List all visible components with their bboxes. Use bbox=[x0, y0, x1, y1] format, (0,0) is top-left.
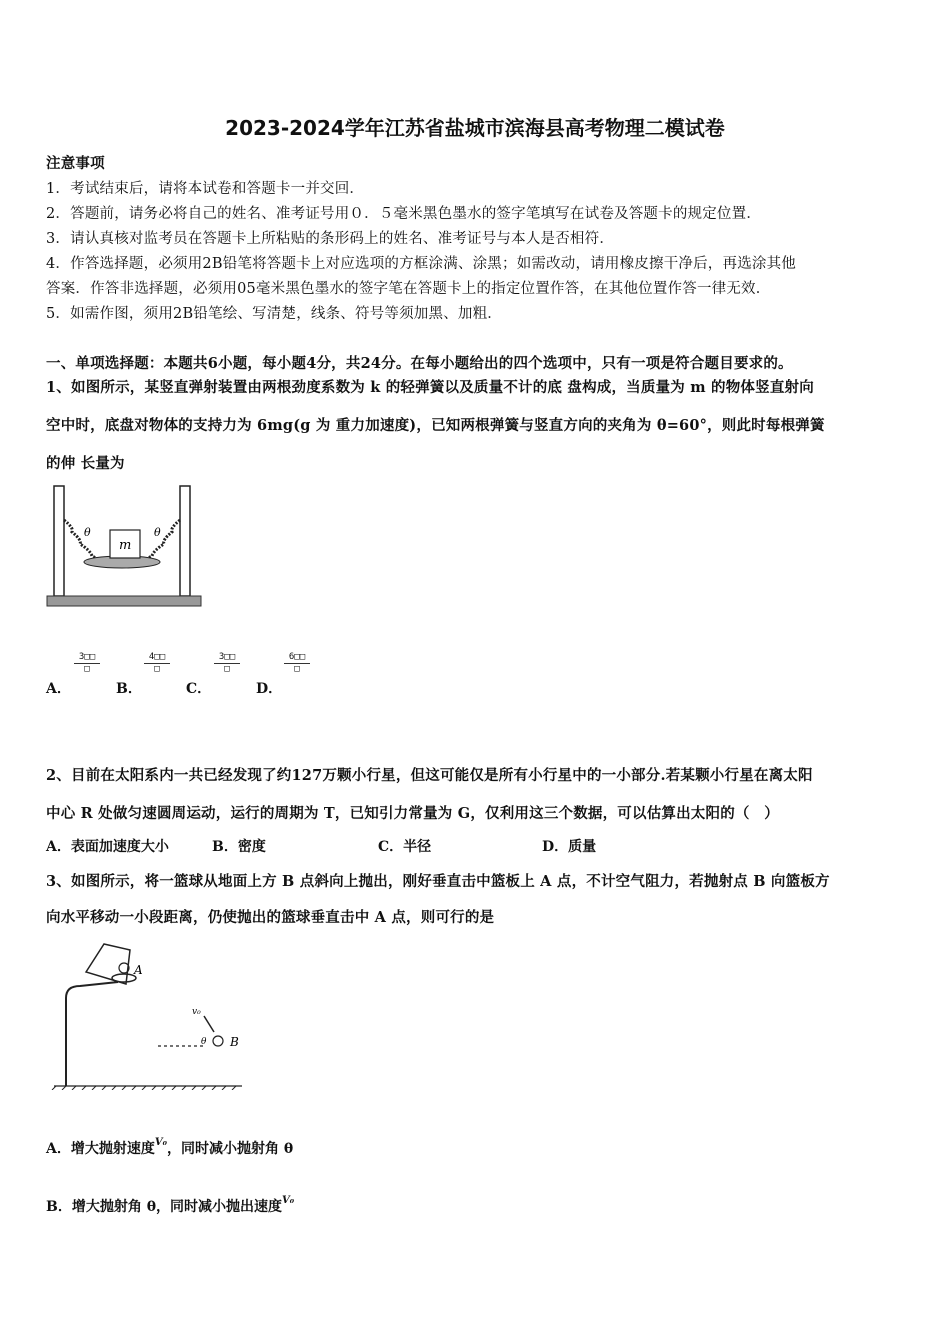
option-d[interactable]: D． bbox=[256, 681, 283, 697]
option-a[interactable]: A． bbox=[46, 681, 71, 697]
mass-label: m bbox=[119, 538, 132, 553]
notice-item: 5．如需作图，须用2B铅笔绘、写清楚，线条、符号等须加黑、加粗． bbox=[46, 306, 503, 322]
q2-line: 中心 R 处做匀速圆周运动，运行的周期为 T，已知引力常量为 G，仅利用这三个数据，可以估算出太阳的（ ） bbox=[46, 805, 780, 822]
notice-item: 答案．作答非选择题，必须用05毫米黑色墨水的签字笔在答题卡上的指定位置作答，在其他位置作答一律无效． bbox=[46, 281, 771, 297]
fraction: 6□□ □ bbox=[284, 652, 310, 675]
q2-line: 2、目前在太阳系内一共已经发现了约127万颗小行星，但这可能仅是所有小行星中的一小部分.若某颗小行星在离太阳 bbox=[46, 767, 813, 784]
angle-label: θ bbox=[84, 526, 91, 539]
notice-item: 2．答题前，请务必将自己的姓名、准考证号用０．５毫米黑色墨水的签字笔填写在试卷及答题卡的规定位置． bbox=[46, 206, 762, 222]
q1-line: 空中时，底盘对物体的支持力为 6mg(g 为 重力加速度)，已知两根弹簧与竖直方向的夹角为 θ=60°，则此时每根弹簧 bbox=[46, 417, 825, 434]
spring-launcher-figure bbox=[44, 482, 206, 610]
basketball-figure bbox=[46, 938, 246, 1090]
option-a[interactable]: A．增大抛射速度$^{V_0}$，同时减小抛射角 θ bbox=[46, 1137, 294, 1157]
q3-line: 向水平移动一小段距离，仍使抛出的篮球垂直击中 A 点，则可行的是 bbox=[46, 909, 495, 926]
fraction: 3□□ □ bbox=[74, 652, 100, 675]
theta-label: θ bbox=[201, 1037, 207, 1047]
option-c[interactable]: C．半径 bbox=[378, 839, 432, 855]
point-b-label: B bbox=[230, 1035, 239, 1049]
notice-heading: 注意事项 bbox=[46, 155, 105, 172]
option-b[interactable]: B．增大抛射角 θ，同时减小抛出速度$^{V_0}$ bbox=[46, 1195, 295, 1215]
q1-line: 的伸 长量为 bbox=[46, 455, 125, 472]
option-c[interactable]: C． bbox=[186, 681, 212, 697]
section-heading: 一、单项选择题：本题共6小题，每小题4分，共24分。在每小题给出的四个选项中，只有一项是符合题目要求的。 bbox=[46, 355, 793, 372]
notice-item: 4．作答选择题，必须用2B铅笔将答题卡上对应选项的方框涂满、涂黑；如需改动，请用橡皮擦干净后，再选涂其他 bbox=[46, 256, 797, 272]
angle-label: θ bbox=[154, 526, 161, 539]
page-title: 2023-2024学年江苏省盐城市滨海县高考物理二模试卷 bbox=[225, 116, 725, 140]
fraction: 4□□ □ bbox=[144, 652, 170, 675]
option-b[interactable]: B．密度 bbox=[212, 839, 266, 855]
option-a[interactable]: A．表面加速度大小 bbox=[46, 839, 169, 855]
notice-item: 3．请认真核对监考员在答题卡上所粘贴的条形码上的姓名、准考证号与本人是否相符． bbox=[46, 231, 615, 247]
notice-item: 1．考试结束后，请将本试卷和答题卡一并交回． bbox=[46, 181, 365, 197]
v0-label: v₀ bbox=[192, 1007, 201, 1017]
option-d[interactable]: D．质量 bbox=[542, 839, 597, 855]
point-a-label: A bbox=[134, 963, 143, 977]
q1-line: 1、如图所示，某竖直弹射装置由两根劲度系数为 k 的轻弹簧以及质量不计的底 盘构成，当质量为 m 的物体竖直射向 bbox=[46, 379, 814, 396]
q3-line: 3、如图所示，将一篮球从地面上方 B 点斜向上抛出，刚好垂直击中篮板上 A 点，不计空气阻力，若抛射点 B 向篮板方 bbox=[46, 873, 830, 890]
fraction: 3□□ □ bbox=[214, 652, 240, 675]
option-b[interactable]: B． bbox=[116, 681, 142, 697]
